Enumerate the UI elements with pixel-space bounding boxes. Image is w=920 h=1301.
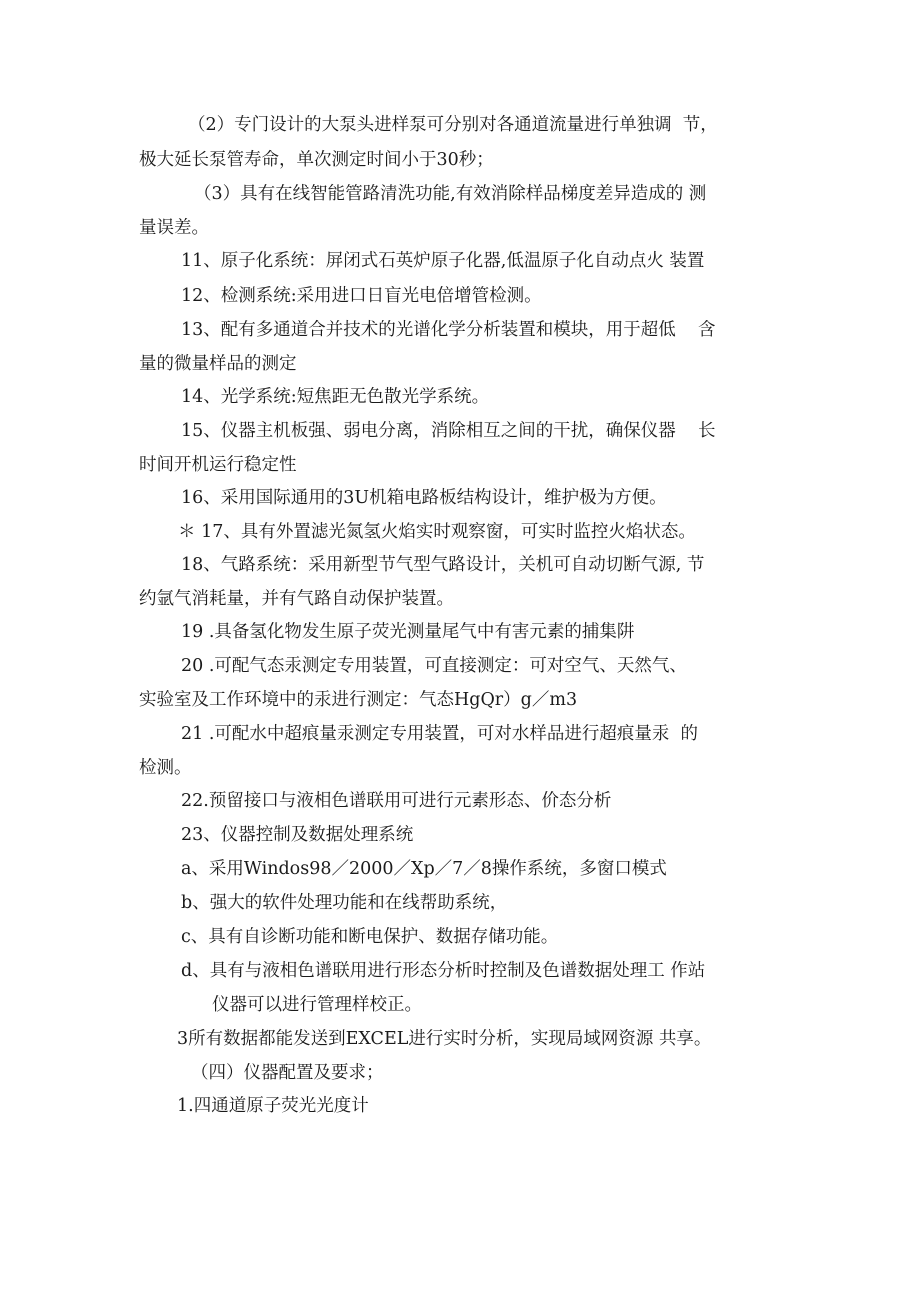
- text-line: 实验室及工作环境中的汞进行测定：气态HgQr）g／m3: [139, 690, 578, 710]
- text-line: 量的微量样品的测定: [139, 354, 297, 374]
- text-line: 仪器可以进行管理样校正。: [212, 995, 422, 1015]
- text-line: 14、光学系统:短焦距无色散光学系统。: [181, 387, 490, 407]
- text-line: （2）专门设计的大泵头进样泵可分别对各通道流量进行单独调 节，: [188, 115, 718, 135]
- text-line: （3）具有在线智能管路清洗功能,有效消除样品梯度差异造成的 测: [194, 184, 707, 204]
- text-line: 12、检测系统:采用进口日盲光电倍增管检测。: [181, 286, 542, 306]
- text-line: 约氩气消耗量，并有气路自动保护装置。: [139, 589, 454, 609]
- text-line: 1.四通道原子荧光光度计: [177, 1096, 369, 1116]
- text-line: 23、仪器控制及数据处理系统: [181, 825, 414, 845]
- text-line: 极大延长泵管寿命，单次测定时间小于30秒；: [139, 150, 494, 170]
- text-line: 11、原子化系统：屏闭式石英炉原子化器,低温原子化自动点火 装置: [181, 251, 705, 271]
- text-line: 15、仪器主机板强、弱电分离，消除相互之间的干扰，确保仪器 长: [181, 421, 716, 441]
- text-line: 22.预留接口与液相色谱联用可进行元素形态、价态分析: [181, 791, 612, 811]
- text-line: （四）仪器配置及要求；: [191, 1063, 384, 1083]
- text-line: 18、气路系统：采用新型节气型气路设计，关机可自动切断气源, 节: [181, 555, 705, 575]
- text-line: ＊ 17、具有外置滤光氮氢火焰实时观察窗，可实时监控火焰状态。: [178, 522, 696, 542]
- text-line: b、强大的软件处理功能和在线帮助系统，: [181, 893, 508, 913]
- text-line: 3所有数据都能发送到EXCEL进行实时分析，实现局域网资源 共享。: [177, 1029, 712, 1049]
- text-line: 20 .可配气态汞测定专用装置，可直接测定：可对空气、天然气、: [181, 656, 687, 676]
- text-line: 时间开机运行稳定性: [139, 455, 297, 475]
- text-line: 13、配有多通道合并技术的光谱化学分析装置和模块，用于超低 含: [181, 320, 716, 340]
- text-line: 16、采用国际通用的3U机箱电路板结构设计，维护极为方便。: [181, 488, 667, 508]
- text-line: c、具有自诊断功能和断电保护、数据存储功能。: [181, 927, 559, 947]
- text-line: d、具有与液相色谱联用进行形态分析时控制及色谱数据处理工 作站: [181, 961, 706, 981]
- text-line: 21 .可配水中超痕量汞测定专用装置，可对水样品进行超痕量汞 的: [181, 724, 699, 744]
- text-line: 19 .具备氢化物发生原子荧光测量尾气中有害元素的捕集阱: [181, 622, 635, 642]
- text-line: 检测。: [139, 758, 192, 778]
- text-line: 量误差。: [139, 218, 209, 238]
- text-line: a、采用Windos98／2000／Xp／7／8操作系统，多窗口模式: [181, 859, 667, 879]
